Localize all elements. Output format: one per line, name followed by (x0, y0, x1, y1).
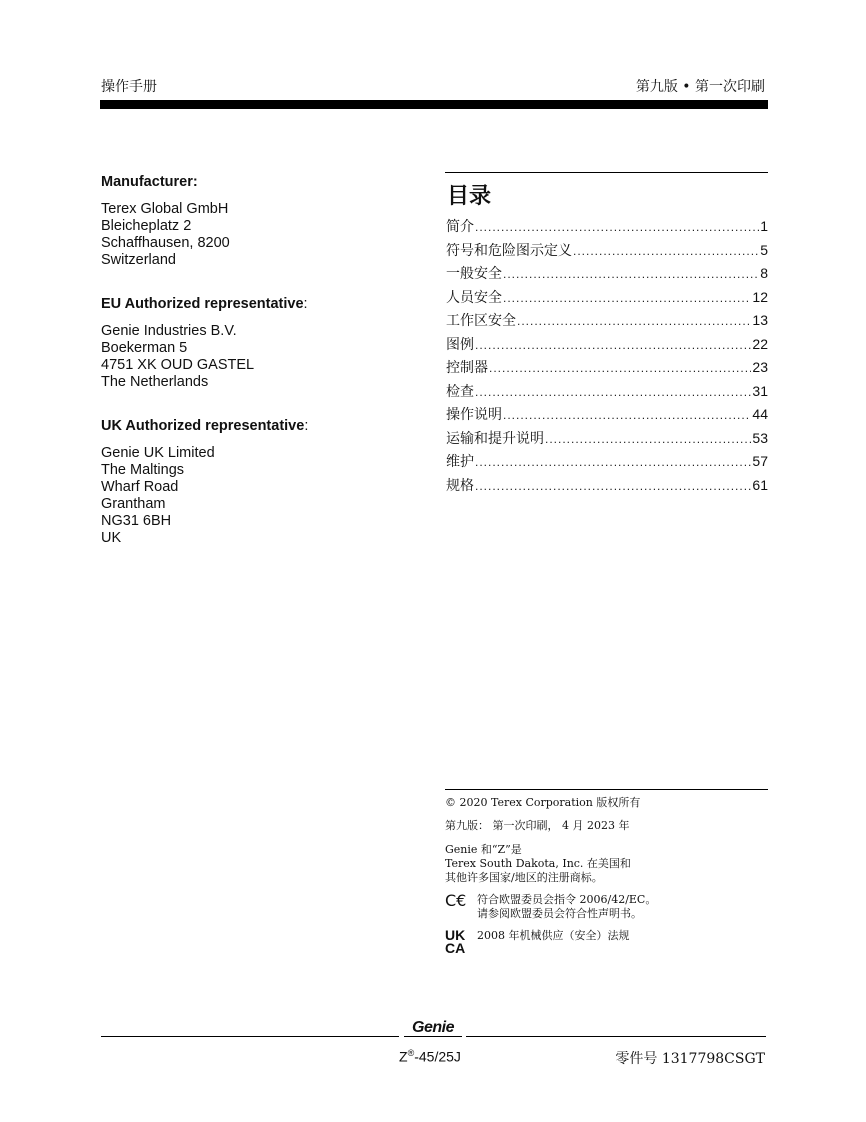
footer-rule-left (101, 1036, 399, 1037)
toc-item-title: 简介 (446, 219, 474, 235)
uk-rep-line: Grantham (101, 496, 166, 512)
toc-item-page: 57 (752, 453, 768, 469)
toc-item (445, 216, 768, 240)
toc-item-page: 1 (760, 218, 768, 234)
toc-leader-dots (475, 220, 759, 234)
toc-item (445, 404, 768, 428)
toc-item-page: 23 (752, 359, 768, 375)
toc-item-title: 一般安全 (446, 266, 502, 282)
toc-leader-dots (475, 455, 751, 469)
toc-item (445, 475, 768, 499)
uk-rep-line: Wharf Road (101, 479, 179, 495)
uk-rep-line: UK (101, 530, 122, 546)
manufacturer-heading: Manufacturer: (101, 174, 198, 190)
manufacturer-line: Schaffhausen, 8200 (101, 235, 230, 251)
toc-item-page: 5 (760, 241, 768, 258)
footer-rule-right (466, 1036, 766, 1037)
manufacturer-line: Terex Global GmbH (101, 201, 229, 217)
toc-leader-dots (503, 291, 751, 305)
toc-item-page: 8 (760, 265, 768, 281)
toc-leader-dots (503, 408, 751, 422)
toc-item-title: 操作说明 (446, 407, 502, 423)
uk-rep-heading: UK Authorized representative: (101, 418, 309, 434)
toc-item-title: 运输和提升说明 (446, 430, 544, 447)
trademark-notice (445, 843, 768, 885)
manufacturer-line: Bleicheplatz 2 (101, 218, 192, 234)
toc-item-title: 人员安全 (446, 289, 502, 306)
toc-item-page: 61 (752, 476, 768, 493)
trademark-line: Terex South Dakota, Inc. 在美国和 (445, 857, 631, 870)
uk-rep-line: NG31 6BH (101, 513, 172, 529)
toc-item-title: 维护 (446, 454, 474, 470)
toc-item-page: 22 (752, 335, 768, 352)
uk-representative-block (101, 418, 308, 547)
toc-item (445, 381, 768, 405)
toc-item (445, 263, 768, 287)
eu-rep-line: Boekerman 5 (101, 340, 188, 356)
genie-logo: Genie (412, 1019, 454, 1036)
toc-item-page: 31 (752, 382, 768, 399)
toc-item-title: 控制器 (446, 360, 488, 376)
logo-underline (404, 1036, 462, 1039)
toc-item-title: 图例 (446, 336, 474, 353)
trademark-line: 其他许多国家/地区的注册商标。 (445, 871, 603, 884)
toc-item-title: 符号和危险图示定义 (446, 242, 572, 259)
toc-item-page: 53 (752, 429, 768, 446)
uk-rep-line: The Maltings (101, 462, 185, 478)
ce-mark-icon: C€ (445, 891, 467, 910)
toc-leader-dots (517, 314, 751, 328)
copyright-line: © 2020 Terex Corporation 版权所有 (445, 796, 641, 809)
toc-item (445, 310, 768, 334)
toc-leader-dots (489, 361, 751, 375)
header-manual-title: 操作手册 (101, 79, 157, 95)
toc-item (445, 334, 768, 358)
toc-item-page: 12 (752, 288, 768, 305)
toc-leader-dots (545, 432, 751, 446)
header-divider-bar (100, 100, 768, 109)
toc-list (445, 216, 768, 498)
ukca-mark-icon: UK CA (445, 927, 466, 956)
edition-line: 第九版： 第一次印刷， 4 月 2023 年 (445, 819, 630, 832)
toc-item-page: 44 (752, 406, 768, 422)
toc-item-title: 工作区安全 (446, 313, 516, 329)
table-of-contents (445, 172, 768, 498)
toc-item-page: 13 (752, 312, 768, 328)
toc-leader-dots (475, 385, 751, 399)
toc-item (445, 451, 768, 475)
toc-item (445, 240, 768, 264)
eu-rep-heading: EU Authorized representative: (101, 296, 308, 312)
toc-item (445, 428, 768, 452)
toc-item (445, 357, 768, 381)
toc-leader-dots (573, 244, 759, 258)
ukca-compliance (445, 929, 768, 955)
ce-text: 请参阅欧盟委员会符合性声明书。 (477, 907, 642, 920)
part-number: 零件号 1317798CSGT (615, 1051, 765, 1067)
ukca-text: 2008 年机械供应（安全）法规 (477, 929, 630, 942)
toc-item (445, 287, 768, 311)
toc-title: 目录 (447, 183, 492, 208)
uk-rep-line: Genie UK Limited (101, 445, 215, 461)
eu-rep-line: Genie Industries B.V. (101, 323, 237, 339)
header-edition: 第九版 • 第一次印刷 (635, 79, 765, 95)
manufacturer-line: Switzerland (101, 252, 176, 268)
model-number: Z®-45/25J (399, 1048, 461, 1065)
eu-rep-line: 4751 XK OUD GASTEL (101, 357, 255, 373)
trademark-line: Genie 和“Z”是 (445, 843, 522, 856)
eu-representative-block (101, 296, 308, 391)
eu-rep-line: The Netherlands (101, 374, 209, 390)
toc-item-title: 规格 (446, 477, 474, 494)
toc-leader-dots (475, 338, 751, 352)
legal-notice (445, 789, 768, 955)
ce-text: 符合欧盟委员会指令 2006/42/EC。 (477, 893, 657, 906)
manufacturer-block (101, 174, 230, 269)
toc-item-title: 检查 (446, 383, 474, 400)
toc-leader-dots (503, 267, 759, 281)
ce-compliance (445, 893, 768, 921)
toc-leader-dots (475, 479, 751, 493)
